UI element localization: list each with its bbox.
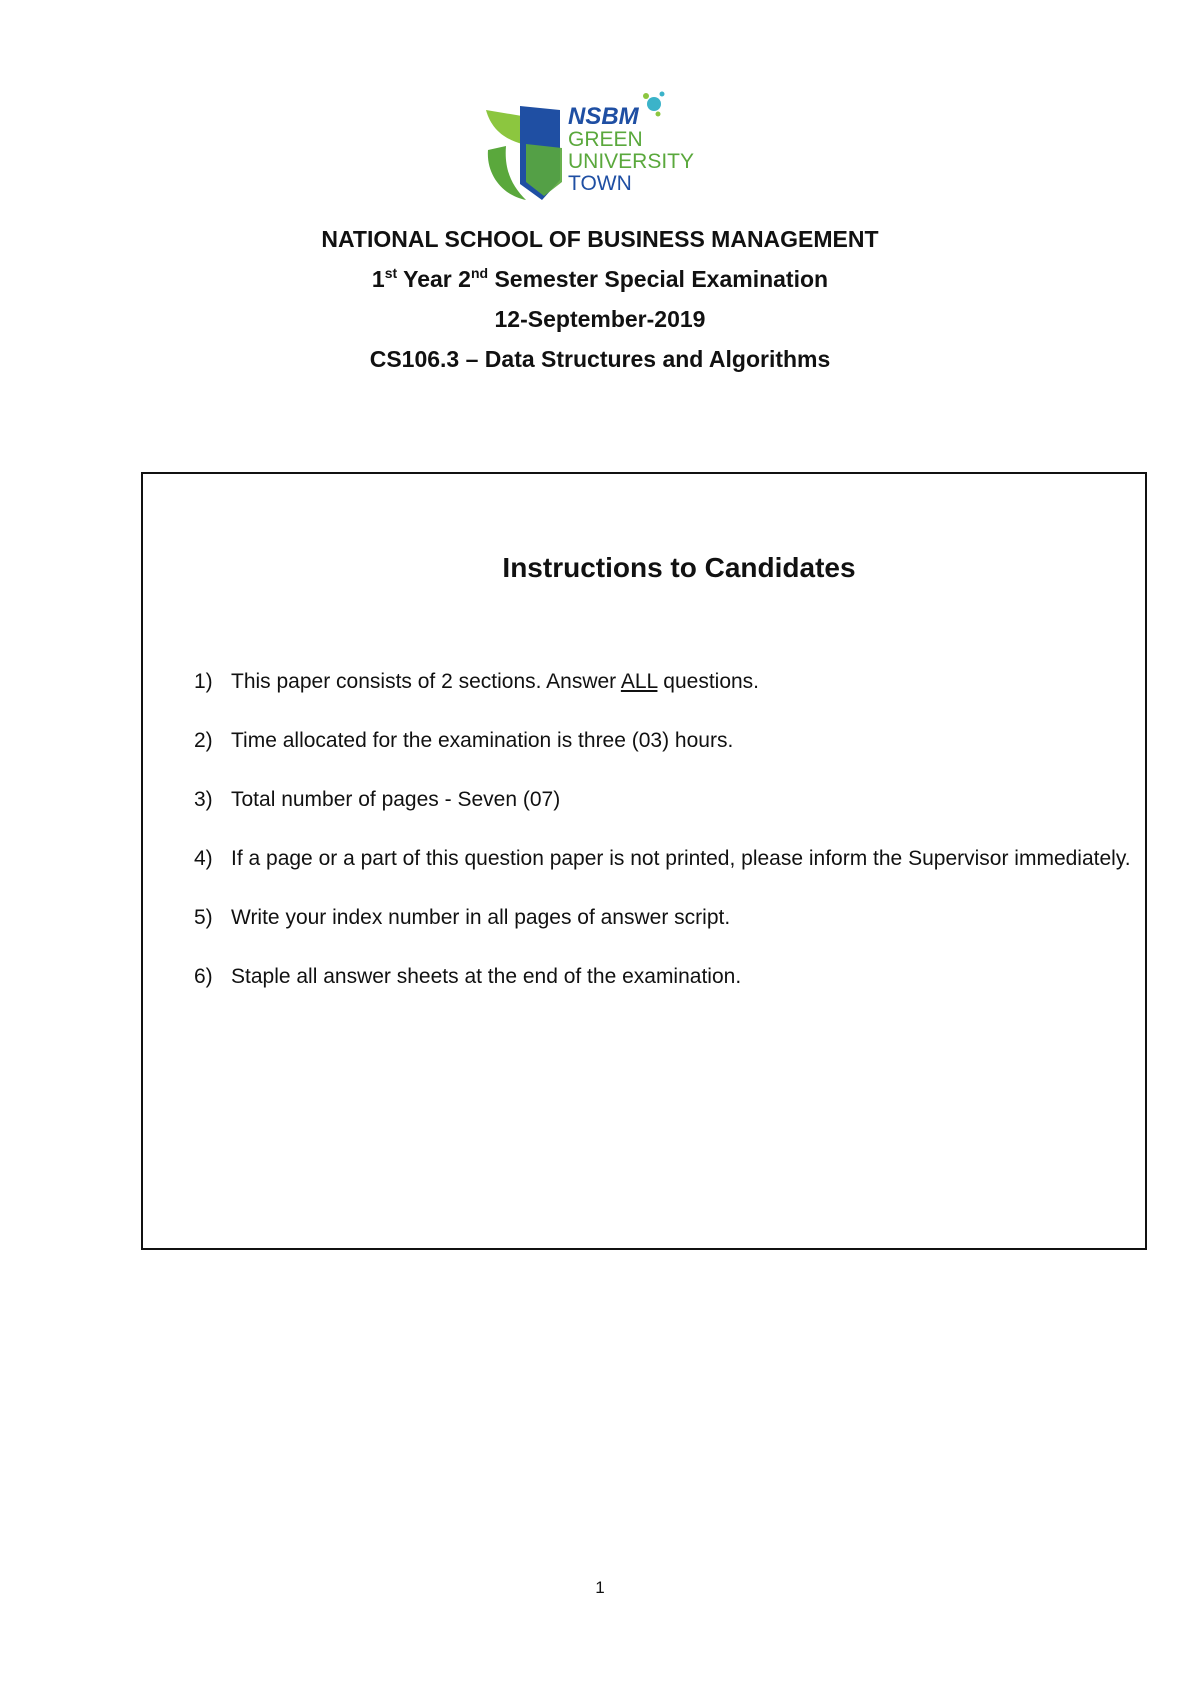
instruction-item [194,770,1137,829]
instruction-number: 2) [194,729,213,752]
instruction-number: 3) [194,788,213,811]
instructions-list [194,652,1137,1006]
exam-semester-number: 2 [458,266,471,292]
exam-title [0,265,1200,292]
exam-semester-text: Semester Special Examination [494,266,829,292]
instruction-item [194,947,1137,1006]
instruction-text: Staple all answer sheets at the end of the examination. [231,965,742,988]
exam-year-suffix: st [384,265,398,281]
instructions-box [141,472,1147,1250]
logo-text-town: TOWN [568,172,632,195]
school-name: NATIONAL SCHOOL OF BUSINESS MANAGEMENT [321,226,879,252]
course-title: CS106.3 – Data Structures and Algorithms [369,346,831,372]
logo-leaf-light-green [486,110,522,144]
logo-globe-dot [647,97,661,111]
instruction-item [194,652,1137,711]
instruction-item [194,888,1137,947]
logo-text-nsbm: NSBM [568,103,639,130]
instruction-number: 4) [194,847,213,870]
instruction-text: This paper consists of 2 sections. Answer [231,670,621,693]
instruction-text-end: questions. [657,670,760,693]
instruction-item [194,829,1137,888]
page-number: 1 [595,1578,605,1597]
instructions-title: Instructions to Candidates [502,552,856,583]
instruction-number: 6) [194,965,213,988]
instruction-number: 5) [194,906,213,929]
instruction-number: 1) [194,670,213,693]
exam-year-number: 1 [371,266,385,292]
instruction-emphasis: ALL [620,670,658,693]
instruction-item [194,711,1137,770]
logo-text-green: GREEN [568,128,643,151]
logo-text-university: UNIVERSITY [568,150,695,173]
nsbm-green-university-town-logo [482,86,722,206]
exam-date: 12-September-2019 [494,306,706,332]
exam-semester-suffix: nd [470,265,489,281]
instruction-text: Write your index number in all pages of answer script. [231,906,731,929]
instruction-text: If a page or a part of this question paper is not printed, please inform the Supervisor immediately. [231,847,1131,870]
instruction-text: Time allocated for the examination is three (03) hours. [231,729,734,752]
instruction-text: Total number of pages - Seven (07) [231,788,561,811]
exam-year-word: Year [403,266,452,292]
